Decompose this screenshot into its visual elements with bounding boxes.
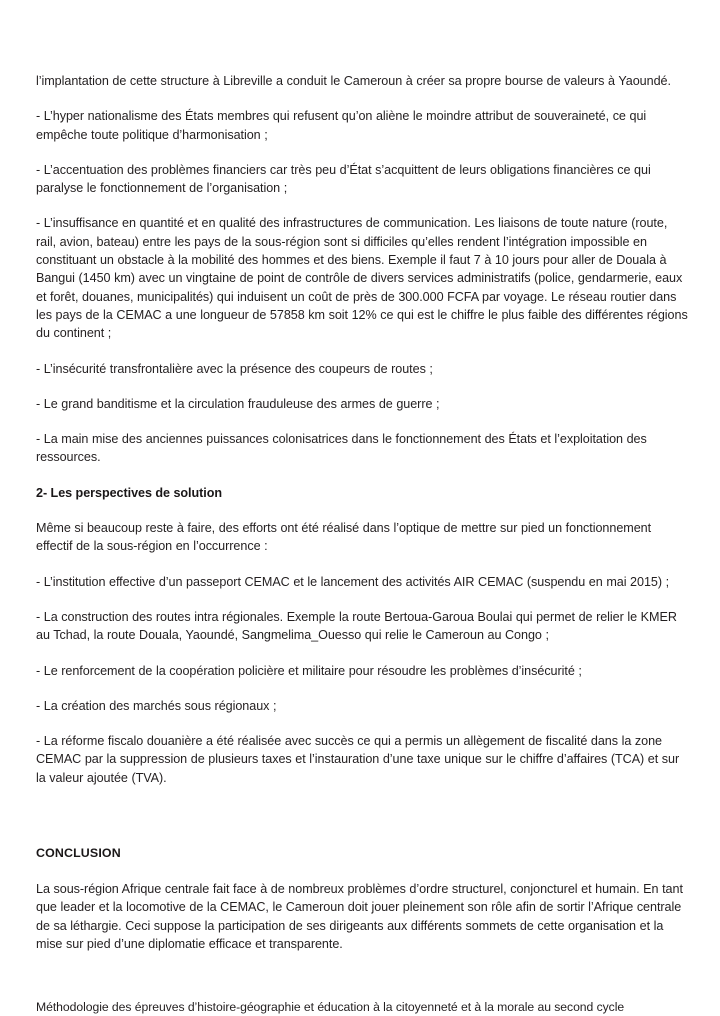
paragraph-solutions-intro: Même si beaucoup reste à faire, des efforts ont été réalisé dans l’optique de mettre sur pied un fonctionnement effectif de la sous-région en l’occurrence : <box>36 521 652 554</box>
bullet-grand-banditisme: - Le grand banditisme et la circulation frauduleuse des armes de guerre ; <box>36 396 440 411</box>
footer-spacer <box>36 970 688 998</box>
conclusion-paragraph: La sous-région Afrique centrale fait face à de nombreux problèmes d’ordre structurel, conjoncturel et humain. En tant que leader et la locomotive de la CEMAC, le Cameroun doit jouer pleinement son rôle afin de sortir l’Afrique centrale de sa léthargie. Ceci suppose la participation de ses dirigeants aux différents sommets de cette organisation et la mise sur pied d’une diplomatie efficace et transparente. <box>36 882 683 951</box>
bullet-marches-sous-regionaux: - La création des marchés sous régionaux ; <box>36 698 277 713</box>
bullet-hyper-nationalisme: - L’hyper nationalisme des États membres qui refusent qu’on aliène le moindre attribut de souveraineté, ce qui empêche toute politique d’harmonisation ; <box>36 109 647 142</box>
bullet-infrastructures-communication: - L’insuffisance en quantité et en qualité des infrastructures de communication. Les liaisons de toute nature (route, rail, avion, bateau) entre les pays de la sous-région sont si difficiles qu’elles rendent l’intégration impossible en constituant un obstacle à la mobilité des hommes et des biens. Exemple il faut 7 à 10 jours pour aller de Douala à Bangui (1450 km) avec un vingtaine de point de contrôle de divers services administratifs (police, gendarmerie, eaux et forêt, douanes, municipalités) qui induisent un coût de près de 300.000 FCFA par voyage. Le réseau routier dans les pays de la CEMAC a une longueur de 57858 km soit 12% ce qui est le chiffre le plus faible des différentes régions du continent ; <box>36 216 688 341</box>
section-spacer <box>36 804 688 844</box>
bullet-insecurite-transfrontaliere: - L’insécurité transfrontalière avec la présence des coupeurs de routes ; <box>36 361 433 376</box>
bullet-problemes-financiers: - L’accentuation des problèmes financiers car très peu d’État s’acquittent de leurs obligations financières ce qui paralyse le fonctionnement de l’organisation ; <box>36 162 651 196</box>
section-heading-perspectives: 2- Les perspectives de solution <box>36 485 223 500</box>
conclusion-heading: CONCLUSION <box>36 846 121 861</box>
bullet-main-mise-puissances-coloniales: - La main mise des anciennes puissances colonisatrices dans le fonctionnement des États et l’exploitation des ressources. <box>36 432 647 465</box>
document-body <box>36 72 688 1016</box>
bullet-cooperation-policiere-militaire: - Le renforcement de la coopération policière et militaire pour résoudre les problèmes d’insécurité ; <box>36 663 582 678</box>
bullet-reforme-fiscalo-douaniere: - La réforme fiscalo douanière a été réalisée avec succès ce qui a permis un allègement de fiscalité dans la zone CEMAC par la suppression de plusieurs taxes et l’instauration d’une taxe unique sur le chiffre d’affaires (TCA) et sur la valeur ajoutée (TVA). <box>36 734 680 785</box>
paragraph-libreville-bourse: l’implantation de cette structure à Libreville a conduit le Cameroun à créer sa propre bourse de valeurs à Yaoundé. <box>36 74 671 88</box>
bullet-routes-intra-regionales: - La construction des routes intra régionales. Exemple la route Bertoua-Garoua Boulai qui permet de relier le KMER au Tchad, la route Douala, Yaoundé, Sangmelima_Ouesso qui relie le Cameroun au Congo ; <box>36 609 677 643</box>
bullet-passeport-cemac: - L’institution effective d’un passeport CEMAC et le lancement des activités AIR CEMAC (suspendu en mai 2015) ; <box>36 574 670 589</box>
footer-methodologie: Méthodologie des épreuves d’histoire-géographie et éducation à la citoyenneté et à la morale au second cycle <box>36 1000 625 1015</box>
